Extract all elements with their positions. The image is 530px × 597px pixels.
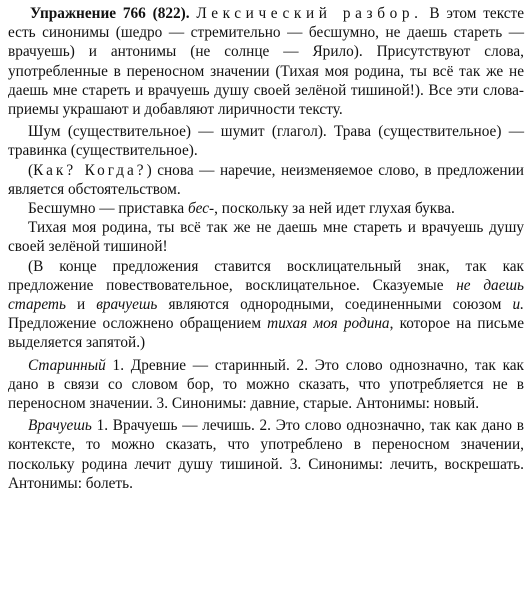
paragraph-adverb [8, 161, 524, 199]
intro-text: В этом тексте есть синонимы (шедро — стремительно — бесшумно, не даешь стареть — врачуешь) и антонимы (не солнце — Ярило). Присутствуют слова, употребленные в переносном значении (Тихая моя родина, ты всё так же не даешь мне стареть и врачуешь душу своей зелёной тишиной!). Все эти слова-приемы украшают и добавляют лиричности тексту. [8, 5, 525, 119]
paragraph-prefix [8, 199, 524, 218]
prefix-text-b: , поскольку за ней идет глухая буква. [214, 200, 455, 218]
syntax-text-b: и [65, 296, 97, 314]
adverb-text: ) снова — наречие, неизменяемое слово, в предложении является обстоятельством. [8, 161, 524, 198]
paragraph-noun-verb: Шум (существительное) — шумит (глагол). Трава (существительное) — травинка (существительное). [8, 123, 524, 160]
syntax-italic-2: врачуешь [96, 296, 158, 314]
syntax-text-c: являются однородными, соединенными союзом [157, 296, 513, 314]
syntax-text-e: , которое на письме выделяется запятой.) [8, 315, 525, 352]
prefix-italic: бес- [187, 200, 215, 218]
paragraph-quote: Тихая моя родина, ты всё так же не даешь мне стареть и врачуешь душу своей зелёной тишиной! [8, 219, 524, 256]
exercise-title: Упражнение 766 (822). [30, 5, 190, 22]
syntax-text-d: Предложение осложнено обращением [8, 315, 268, 333]
syntax-italic-1: не даешь стареть [8, 276, 525, 314]
word-vrachuesh: Врачуешь [28, 417, 92, 435]
starinny-analysis: 1. Древние — старинный. 2. Это слово однозначно, так как дано в связи со словом бор, то можно сказать, что употребляется не в переносном значении. 3. Синонимы: давние, старые. Антонимы: новый. [8, 356, 524, 413]
syntax-text-a: (В конце предложения ставится восклицательный знак, так как предложение повествовательное, восклицательное. Сказуемые [8, 257, 524, 294]
paragraph-word-vrachuesh [8, 416, 524, 493]
paragraph-word-starinny [8, 356, 524, 414]
section-heading: Лексический разбор. [196, 5, 423, 22]
paragraph-syntax [8, 257, 524, 353]
word-starinny: Старинный [28, 356, 106, 374]
spaced-questions: Как? Когда? [33, 161, 147, 179]
paren-open: ( [28, 161, 34, 179]
exercise-intro-paragraph [8, 4, 524, 119]
prefix-text-a: Бесшумно — приставка [28, 200, 188, 218]
syntax-italic-3: и. [512, 296, 524, 314]
vrachuesh-analysis: 1. Врачуешь — лечишь. 2. Это слово однозначно, так как дано в контексте, то можно сказать, что употреблено в переносном значении, поскольку родина лечит душу тишиной. 3. Синонимы: лечить, воскрешать. Антонимы: болеть. [8, 417, 524, 492]
syntax-italic-4: тихая моя родина [267, 315, 390, 333]
